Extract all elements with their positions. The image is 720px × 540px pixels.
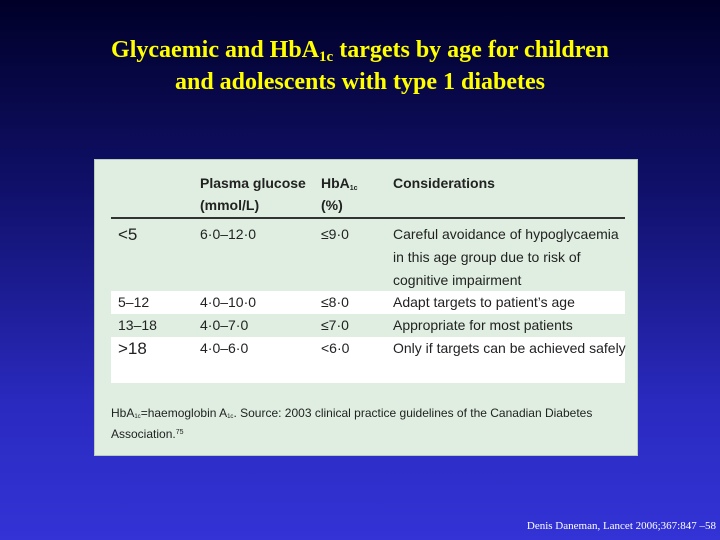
age-cell: 5–12 xyxy=(118,294,150,310)
table-row xyxy=(111,223,625,293)
header-hba1c-line2: (%) xyxy=(321,197,343,213)
title-line-1 xyxy=(0,34,720,66)
considerations-cell: Only if targets can be achieved safely xyxy=(393,340,626,356)
glucose-cell: 4·0–10·0 xyxy=(200,294,257,310)
footnote-text-c: . Source: 2003 clinical practice guidelines of the Canadian Diabetes Association. xyxy=(111,406,593,441)
glucose-cell: 6·0–12·0 xyxy=(200,226,257,242)
header-plasma-glucose xyxy=(200,172,306,216)
targets-table xyxy=(94,159,638,456)
considerations-cell: Careful avoidance of hypoglycaemia in this age group due to risk of cognitive impairment xyxy=(393,226,619,288)
title-text-b: targets by age for children xyxy=(333,37,609,63)
slide-title xyxy=(0,34,720,98)
hba1c-cell: ≤7·0 xyxy=(321,317,349,333)
table-row xyxy=(111,314,625,337)
hba1c-cell: ≤9·0 xyxy=(321,226,349,242)
title-line-2: and adolescents with type 1 diabetes xyxy=(174,69,546,95)
age-cell: >18 xyxy=(118,339,147,358)
footnote-text-a: HbA xyxy=(111,406,135,420)
glucose-cell: 4·0–6·0 xyxy=(200,340,249,356)
header-hba1c xyxy=(321,172,358,216)
header-hba-subscript: 1c xyxy=(349,185,358,192)
footnote-reference: 75 xyxy=(175,429,184,436)
table-row xyxy=(111,337,625,383)
header-hba-text: HbA xyxy=(321,175,350,191)
table-row xyxy=(111,291,625,314)
considerations-cell: Appropriate for most patients xyxy=(393,317,573,333)
header-glucose-line1: Plasma glucose xyxy=(200,175,306,191)
header-considerations: Considerations xyxy=(393,175,495,191)
table-footnote xyxy=(111,403,625,445)
citation: Denis Daneman, Lancet 2006;367:847 –58 xyxy=(526,520,716,532)
hba1c-cell: ≤8·0 xyxy=(321,294,349,310)
title-subscript: 1c xyxy=(319,49,334,65)
title-text-a: Glycaemic and HbA xyxy=(111,37,320,63)
header-glucose-line2: (mmol/L) xyxy=(200,197,260,213)
considerations-cell: Adapt targets to patient’s age xyxy=(393,294,575,310)
header-hba1c-line1 xyxy=(321,172,358,194)
hba1c-cell: <6·0 xyxy=(321,340,350,356)
footnote-text-b: =haemoglobin A xyxy=(140,406,228,420)
glucose-cell: 4·0–7·0 xyxy=(200,317,249,333)
header-divider xyxy=(111,217,625,219)
footnote-subscript-b: 1c xyxy=(227,414,234,420)
footnote-subscript-a: 1c xyxy=(134,414,141,420)
age-cell: <5 xyxy=(118,225,138,244)
age-cell: 13–18 xyxy=(118,317,157,333)
